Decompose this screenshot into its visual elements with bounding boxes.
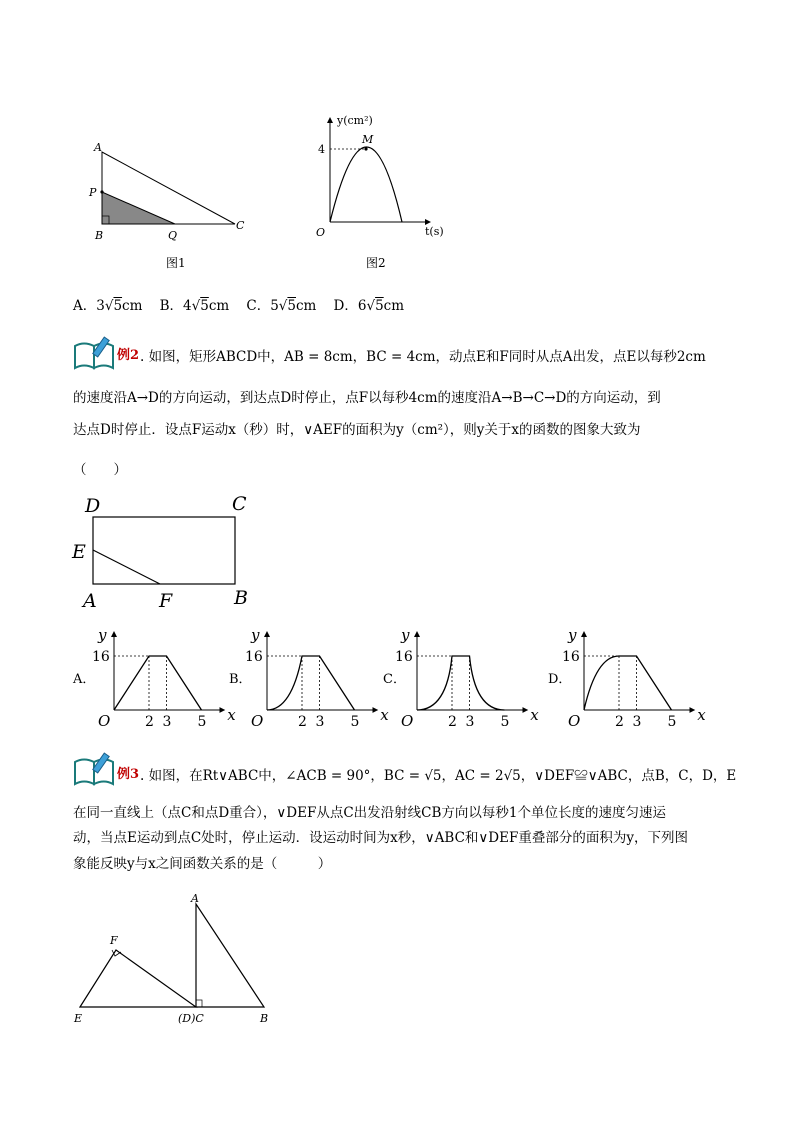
tick-label: 2 [448,714,457,728]
choice-c-letter[interactable]: C． [383,672,406,687]
label-q: Q [168,229,178,242]
axis-x-label: x [697,706,706,724]
tick-label: 5 [500,714,510,728]
y-value-label: 16 [92,649,110,665]
label-e: E [72,541,86,563]
choice-a-letter[interactable]: A． [73,672,96,687]
fig2-caption: 图2 [366,256,386,270]
option-a[interactable]: A．3√5cm [73,298,143,314]
label-b: B [260,1012,269,1025]
y-value-label: 16 [245,649,263,665]
max-value-label: 4 [318,143,325,156]
rectangle-abcd-figure [65,490,265,615]
axis-x-label: x [380,706,389,724]
origin-label: O [251,712,264,728]
function-curve [267,656,355,710]
example-2-line-4: （ ） [73,462,127,478]
example-2-tag: 例2 [117,348,140,363]
label-a: A [83,590,97,612]
origin-label: O [98,712,111,728]
rectangle-abcd [93,517,235,584]
tick-label: 2 [298,714,307,728]
axis-x-label: x [530,706,539,724]
graph-c[interactable] [395,626,555,728]
triangle-abc [196,904,264,1007]
segment-ef [93,550,160,584]
example-book-icon [72,752,118,786]
origin-label: O [568,712,581,728]
label-c: C [232,493,247,515]
label-e: E [74,1012,83,1025]
label-b: B [95,229,104,242]
graph-b[interactable] [245,626,395,728]
axis-y-label: y [98,626,107,644]
triangles-figure [70,888,290,1028]
max-point-label: M [362,133,374,146]
tick-label: 3 [162,714,172,728]
axis-y-label: y [568,626,577,644]
example-3-line-2: 在同一直线上（点C和点D重合），∨DEF从点C出发沿射线CB方向以每秒1个单位长度的速度匀速运 [73,805,666,821]
label-d: D [85,495,101,517]
tick-label: 5 [667,714,677,728]
example-2-line-1: . 如图，矩形ABCD中，AB = 8cm，BC = 4cm，动点E和F同时从点A出发，点E以每秒2cm [140,349,706,365]
option-b[interactable]: B．4√5cm [159,298,230,314]
axis-y-label: y [401,626,410,644]
graph-a[interactable] [92,626,242,728]
tick-label: 2 [145,714,154,728]
example-book-icon [72,336,118,370]
function-curve [114,656,202,710]
axis-y-label: y(cm²) [337,114,373,127]
triangle-def [80,950,196,1007]
option-c[interactable]: C．5√5cm [246,298,317,314]
axis-x-label: t(s) [425,225,444,238]
example-2-line-3: 达点D时停止．设点F运动x（秒）时，∨AEF的面积为y（cm²），则y关于x的函数的图象大致为 [73,422,641,438]
example-2-line-2: 的速度沿A→D的方向运动，到达点D时停止，点F以每秒4cm的速度沿A→B→C→D的方向运动，到 [73,390,661,406]
q1-options [73,294,404,314]
example-3-tag: 例3 [117,767,140,782]
option-d[interactable]: D．6√5cm [333,298,405,314]
fig1-caption: 图1 [166,256,186,270]
label-b: B [234,587,248,609]
label-dc: (D)C [178,1012,204,1025]
origin-label: O [401,712,414,728]
choice-b-letter[interactable]: B． [229,672,252,687]
label-p: P [89,186,97,199]
parabola-curve [330,147,402,222]
function-curve [417,656,505,710]
choice-d-letter[interactable]: D． [548,672,572,687]
label-a: A [191,892,199,905]
tick-label: 5 [350,714,360,728]
figure-1 [80,135,260,245]
tick-label: 3 [465,714,475,728]
axis-y-label: y [251,626,260,644]
shaded-triangle [102,192,175,224]
tick-label: 3 [632,714,642,728]
graph-d[interactable] [562,626,722,728]
label-c: C [236,219,245,232]
function-curve [584,656,672,710]
example-3-line-3: 动，当点E运动到点C处时，停止运动．设运动时间为x秒，∨ABC和∨DEF重叠部分的面积为y，下列图 [73,830,688,846]
label-f: F [110,934,118,947]
tick-label: 5 [197,714,207,728]
figure-2 [310,110,460,245]
label-a: A [94,141,102,154]
axis-x-label: x [227,706,236,724]
origin-label: O [316,226,326,239]
y-value-label: 16 [395,649,413,665]
tick-label: 3 [315,714,325,728]
tick-label: 2 [615,714,624,728]
y-value-label: 16 [562,649,580,665]
example-3-line-4: 象能反映y与x之间函数关系的是（ ） [73,856,332,872]
label-f: F [159,590,173,612]
example-3-line-1: . 如图，在Rt∨ABC中，∠ACB = 90°，BC = √5，AC = 2√5，∨DEF≌∨ABC，点B，C，D，E [140,768,737,784]
